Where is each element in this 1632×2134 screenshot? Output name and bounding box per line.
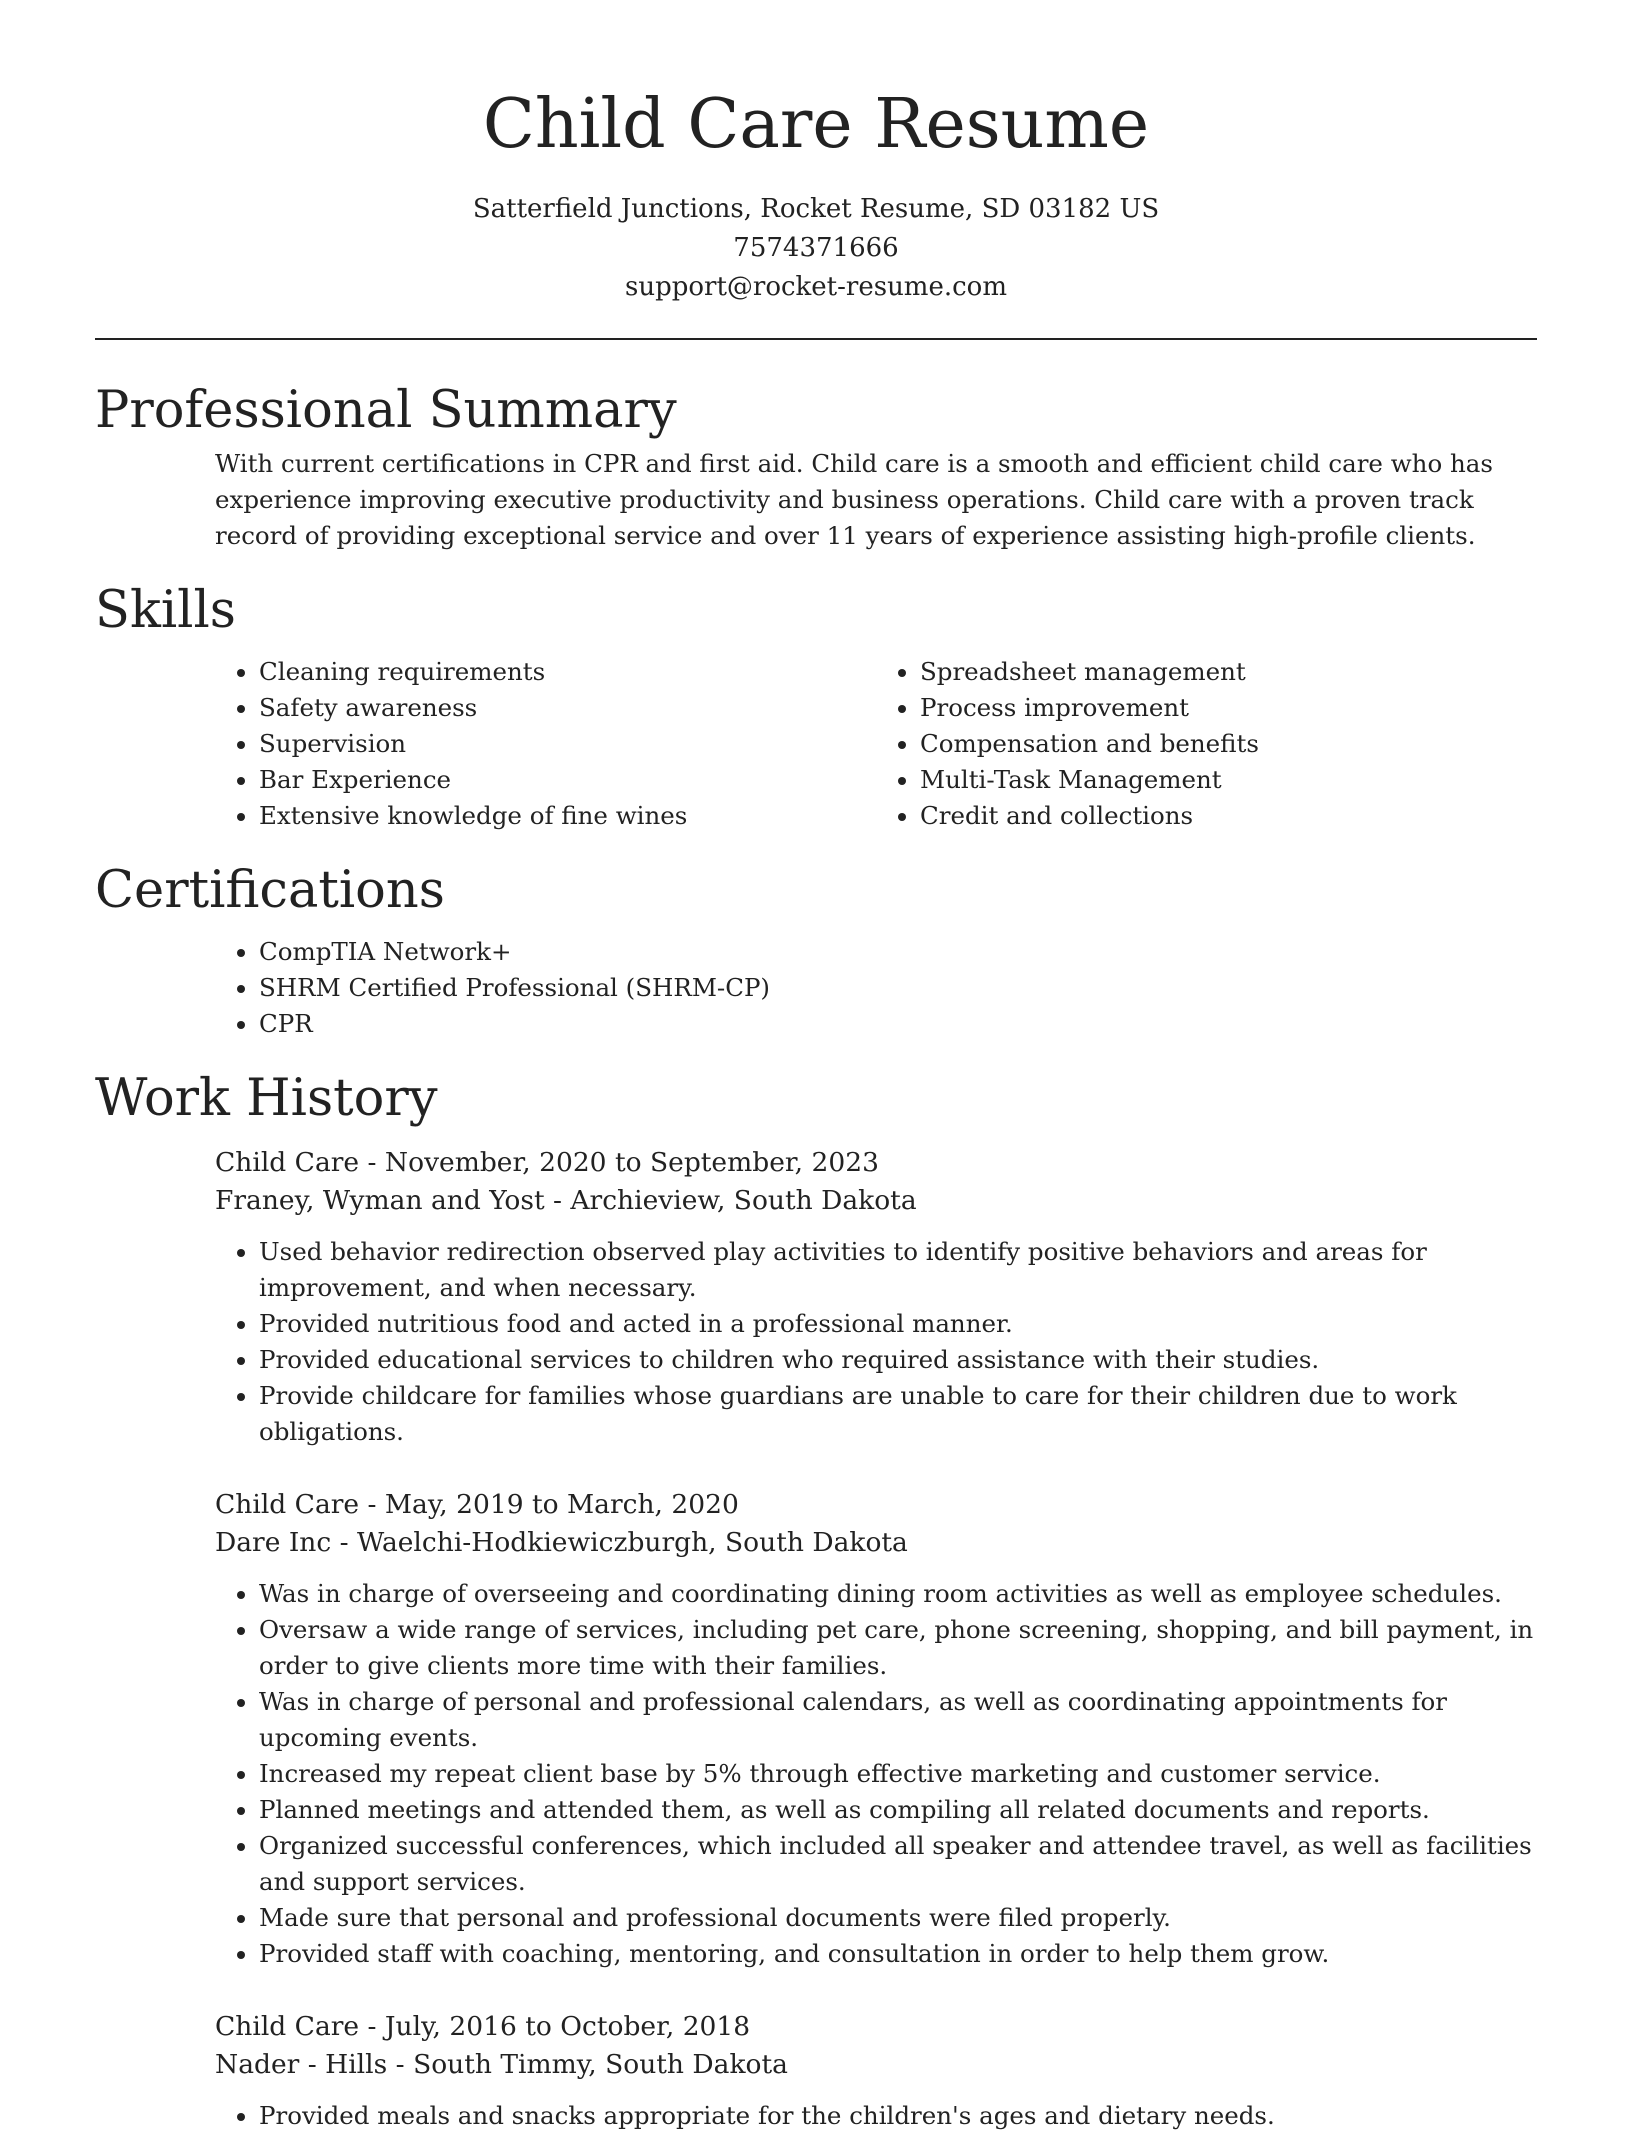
certifications-list <box>215 934 1537 1042</box>
contact-phone: 7574371666 <box>733 233 899 263</box>
work-history-section <box>95 1068 1537 2134</box>
job-bullet: • Was in charge of personal and professional calendars, as well as coordinating appointments for upcoming events. <box>259 1684 1537 1756</box>
job-location: South Timmy, South Dakota <box>413 2049 788 2080</box>
contact-email[interactable]: support@rocket-resume.com <box>624 272 1007 302</box>
separator: - <box>331 1527 358 1558</box>
job-bullet: • Provided meals and snacks appropriate for the children's ages and dietary needs. <box>259 2098 1537 2134</box>
skill-item: • Credit and collections <box>920 798 1537 834</box>
job-bullets <box>215 2098 1537 2134</box>
job-bullet: • Provided educational services to children who required assistance with their studies. <box>259 1342 1537 1378</box>
skill-item: • Supervision <box>259 726 876 762</box>
summary-text: With current certifications in CPR and first aid. Child care is a smooth and efficient child care who has experience improving executive productivity and business operations. Child care with a proven track record of providing exceptional service and over 11 years of experience assisting high-profile clients. <box>215 449 1493 550</box>
job-location: Archieview, South Dakota <box>570 1185 917 1216</box>
skills-grid <box>215 654 1537 834</box>
job-location: Waelchi-Hodkiewiczburgh, South Dakota <box>357 1527 908 1558</box>
job-company-line <box>215 1182 1537 1220</box>
job-entry <box>215 2008 1537 2134</box>
skills-list-right <box>876 654 1537 834</box>
job-bullet: • Provided staff with coaching, mentoring, and consultation in order to help them grow. <box>259 1936 1537 1972</box>
skills-section <box>95 580 1537 834</box>
job-dates: July, 2016 to October, 2018 <box>384 2011 751 2042</box>
job-bullet: • Provided nutritious food and acted in a professional manner. <box>259 1306 1537 1342</box>
resume-page <box>95 0 1537 2134</box>
job-bullet: • Used behavior redirection observed play activities to identify positive behaviors and areas for improvement, and when necessary. <box>259 1234 1537 1306</box>
job-bullet: • Increased my repeat client base by 5% through effective marketing and customer service. <box>259 1756 1537 1792</box>
section-title-summary: Professional Summary <box>95 381 677 440</box>
contact-address: Satterfield Junctions, Rocket Resume, SD 03182 US <box>472 194 1160 224</box>
job-bullet: • Made sure that personal and professional documents were filed properly. <box>259 1900 1537 1936</box>
section-title-skills: Skills <box>95 581 236 640</box>
job-entry <box>215 1144 1537 1450</box>
contact-info <box>95 190 1537 307</box>
job-dates: May, 2019 to March, 2020 <box>384 1489 739 1520</box>
job-bullet: • Provide childcare for families whose guardians are unable to care for their children due to work obligations. <box>259 1378 1537 1450</box>
job-company: Nader - Hills <box>215 2049 388 2080</box>
separator: - <box>387 2049 414 2080</box>
separator: - <box>359 1147 385 1178</box>
certification-item: • CPR <box>259 1006 1537 1042</box>
job-title: Child Care <box>215 1489 360 1520</box>
skill-item: • Multi-Task Management <box>920 762 1537 798</box>
certifications-section <box>95 860 1537 1042</box>
job-company-line <box>215 2046 1537 2084</box>
skill-item: • Bar Experience <box>259 762 876 798</box>
job-bullet: • Was in charge of overseeing and coordinating dining room activities as well as employee schedules. <box>259 1576 1537 1612</box>
job-bullet: • Oversaw a wide range of services, including pet care, phone screening, shopping, and bill payment, in order to give clients more time with their families. <box>259 1612 1537 1684</box>
job-title: Child Care <box>215 1147 360 1178</box>
separator: - <box>359 2011 385 2042</box>
separator: - <box>544 1185 571 1216</box>
job-title-line <box>215 1486 1537 1524</box>
skill-item: • Extensive knowledge of fine wines <box>259 798 876 834</box>
skill-item: • Spreadsheet management <box>920 654 1537 690</box>
job-company-line <box>215 1524 1537 1562</box>
job-title-line <box>215 2008 1537 2046</box>
skill-item: • Cleaning requirements <box>259 654 876 690</box>
certification-item: • SHRM Certified Professional (SHRM-CP) <box>259 970 1537 1006</box>
job-bullets <box>215 1576 1537 1972</box>
job-company: Franey, Wyman and Yost <box>215 1185 545 1216</box>
separator: - <box>359 1489 385 1520</box>
header-divider <box>95 338 1537 340</box>
certification-item: • CompTIA Network+ <box>259 934 1537 970</box>
skill-item: • Compensation and benefits <box>920 726 1537 762</box>
job-dates: November, 2020 to September, 2023 <box>384 1147 879 1178</box>
job-bullet: • Organized successful conferences, which included all speaker and attendee travel, as well as facilities and support services. <box>259 1828 1537 1900</box>
job-entry <box>215 1486 1537 1972</box>
job-bullets <box>215 1234 1537 1450</box>
job-title-line <box>215 1144 1537 1182</box>
resume-header <box>95 0 1537 307</box>
job-company: Dare Inc <box>215 1527 332 1558</box>
skills-list-left <box>215 654 876 834</box>
job-bullet: • Planned meetings and attended them, as well as compiling all related documents and reports. <box>259 1792 1537 1828</box>
skill-item: • Process improvement <box>920 690 1537 726</box>
section-title-work-history: Work History <box>95 1069 438 1128</box>
section-title-certifications: Certifications <box>95 861 445 920</box>
skill-item: • Safety awareness <box>259 690 876 726</box>
job-title: Child Care <box>215 2011 360 2042</box>
resume-title: Child Care Resume <box>482 85 1150 164</box>
professional-summary-section <box>95 380 1537 554</box>
